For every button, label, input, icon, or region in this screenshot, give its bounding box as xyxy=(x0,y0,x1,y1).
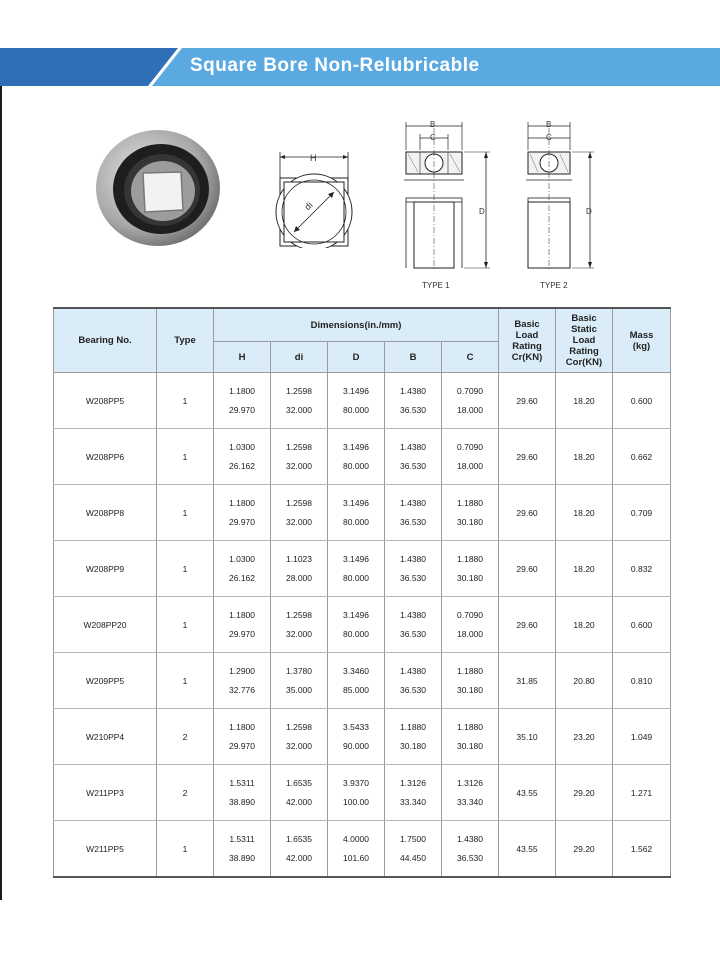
d-cell-inch: 3.1496 xyxy=(343,441,369,452)
dynamic-load-cell: 29.60 xyxy=(499,429,556,485)
dynamic-load-cell: 43.55 xyxy=(499,765,556,821)
b-cell-inch: 1.7500 xyxy=(400,833,426,844)
b-cell-mm: 36.530 xyxy=(400,460,426,471)
bearing-no-cell: W210PP4 xyxy=(54,709,157,765)
c-cell xyxy=(442,429,499,485)
c-cell-inch: 0.7090 xyxy=(457,385,483,396)
di-cell xyxy=(271,597,328,653)
h-cell-mm: 32.776 xyxy=(229,684,255,695)
c-cell-inch: 1.1880 xyxy=(457,497,483,508)
table-row xyxy=(54,597,671,653)
b-cell-inch: 1.3126 xyxy=(400,777,426,788)
d-cell xyxy=(328,709,385,765)
page-title: Square Bore Non-Relubricable xyxy=(190,55,480,76)
b-cell-mm: 36.530 xyxy=(400,572,426,583)
d-cell-inch: 3.5433 xyxy=(343,721,369,732)
static-load-cell: 18.20 xyxy=(556,597,613,653)
h-cell-mm: 38.890 xyxy=(229,796,255,807)
c-cell xyxy=(442,541,499,597)
di-cell-mm: 42.000 xyxy=(286,852,312,863)
b-cell xyxy=(385,597,442,653)
c-cell-mm: 30.180 xyxy=(457,516,483,527)
b-cell-inch: 1.1880 xyxy=(400,721,426,732)
type-cell: 1 xyxy=(157,821,214,878)
b-cell xyxy=(385,429,442,485)
type-cell: 2 xyxy=(157,765,214,821)
static-load-cell: 23.20 xyxy=(556,709,613,765)
header-b: B xyxy=(385,342,442,373)
di-label: di xyxy=(302,199,315,213)
table-row xyxy=(54,485,671,541)
c-cell-mm: 18.000 xyxy=(457,404,483,415)
h-cell xyxy=(214,541,271,597)
bearing-no-cell: W208PP9 xyxy=(54,541,157,597)
di-cell-inch: 1.2598 xyxy=(286,385,312,396)
d-label-type1: D xyxy=(479,207,485,216)
bearing-no-cell: W208PP20 xyxy=(54,597,157,653)
di-cell-mm: 32.000 xyxy=(286,404,312,415)
dynamic-load-cell: 35.10 xyxy=(499,709,556,765)
b-cell xyxy=(385,653,442,709)
b-cell-mm: 36.530 xyxy=(400,404,426,415)
di-cell-mm: 42.000 xyxy=(286,796,312,807)
static-load-cell: 18.20 xyxy=(556,373,613,429)
type1-label: TYPE 1 xyxy=(422,281,450,290)
b-cell-inch: 1.4380 xyxy=(400,665,426,676)
b-cell-mm: 44.450 xyxy=(400,852,426,863)
d-cell-mm: 80.000 xyxy=(343,516,369,527)
type-cell: 2 xyxy=(157,709,214,765)
table-row xyxy=(54,653,671,709)
c-cell xyxy=(442,821,499,878)
c-cell-inch: 1.3126 xyxy=(457,777,483,788)
h-cell xyxy=(214,429,271,485)
b-cell-inch: 1.4380 xyxy=(400,441,426,452)
header-static-load: Basic Static Load Rating Cor(KN) xyxy=(556,308,613,373)
header-c: C xyxy=(442,342,499,373)
di-cell-inch: 1.2598 xyxy=(286,609,312,620)
h-label: H xyxy=(310,153,317,163)
mass-cell: 1.562 xyxy=(613,821,671,878)
c-cell-mm: 18.000 xyxy=(457,628,483,639)
b-cell-mm: 36.530 xyxy=(400,628,426,639)
table-row xyxy=(54,821,671,878)
d-cell-mm: 100.00 xyxy=(343,796,369,807)
header-dynamic-load: Basic Load Rating Cr(KN) xyxy=(499,308,556,373)
mass-cell: 0.600 xyxy=(613,373,671,429)
di-cell-inch: 1.2598 xyxy=(286,721,312,732)
section-type1-drawing xyxy=(400,118,500,273)
b-cell xyxy=(385,541,442,597)
c-cell xyxy=(442,709,499,765)
type-cell: 1 xyxy=(157,485,214,541)
bearing-no-cell: W208PP5 xyxy=(54,373,157,429)
c-cell xyxy=(442,765,499,821)
b-cell-inch: 1.4380 xyxy=(400,609,426,620)
c-cell-mm: 18.000 xyxy=(457,460,483,471)
dynamic-load-cell: 29.60 xyxy=(499,597,556,653)
di-cell-inch: 1.6535 xyxy=(286,833,312,844)
b-cell-inch: 1.4380 xyxy=(400,553,426,564)
left-rule xyxy=(0,48,2,900)
c-cell-inch: 0.7090 xyxy=(457,441,483,452)
c-label-type1: C xyxy=(430,133,436,142)
di-cell-inch: 1.3780 xyxy=(286,665,312,676)
h-cell xyxy=(214,765,271,821)
c-cell xyxy=(442,485,499,541)
bearing-no-cell: W208PP6 xyxy=(54,429,157,485)
header-h: H xyxy=(214,342,271,373)
di-cell-inch: 1.1023 xyxy=(286,553,312,564)
di-cell xyxy=(271,709,328,765)
static-load-cell: 20.80 xyxy=(556,653,613,709)
b-cell-mm: 36.530 xyxy=(400,684,426,695)
front-view-drawing xyxy=(268,148,360,248)
type-cell: 1 xyxy=(157,541,214,597)
b-cell-mm: 30.180 xyxy=(400,740,426,751)
d-cell xyxy=(328,653,385,709)
di-cell-mm: 32.000 xyxy=(286,628,312,639)
d-cell-mm: 80.000 xyxy=(343,404,369,415)
h-cell xyxy=(214,373,271,429)
di-cell xyxy=(271,765,328,821)
h-cell-mm: 26.162 xyxy=(229,572,255,583)
h-cell-mm: 29.970 xyxy=(229,740,255,751)
c-cell-mm: 30.180 xyxy=(457,740,483,751)
b-cell xyxy=(385,373,442,429)
d-cell-mm: 90.000 xyxy=(343,740,369,751)
d-cell-mm: 85.000 xyxy=(343,684,369,695)
static-load-cell: 29.20 xyxy=(556,765,613,821)
c-cell-mm: 30.180 xyxy=(457,684,483,695)
h-cell-mm: 29.970 xyxy=(229,516,255,527)
type-cell: 1 xyxy=(157,653,214,709)
c-cell-inch: 1.1880 xyxy=(457,553,483,564)
c-cell-mm: 30.180 xyxy=(457,572,483,583)
header-bearing-no: Bearing No. xyxy=(54,308,157,373)
type-cell: 1 xyxy=(157,429,214,485)
mass-cell: 1.049 xyxy=(613,709,671,765)
h-cell-inch: 1.1800 xyxy=(229,385,255,396)
b-label-type2: B xyxy=(546,120,552,129)
di-cell xyxy=(271,821,328,878)
dynamic-load-cell: 43.55 xyxy=(499,821,556,878)
h-cell xyxy=(214,485,271,541)
d-cell-mm: 101.60 xyxy=(343,852,369,863)
di-cell-mm: 35.000 xyxy=(286,684,312,695)
dynamic-load-cell: 31.85 xyxy=(499,653,556,709)
h-cell-inch: 1.1800 xyxy=(229,721,255,732)
table-row xyxy=(54,373,671,429)
header-di: di xyxy=(271,342,328,373)
di-cell xyxy=(271,485,328,541)
d-cell-inch: 3.1496 xyxy=(343,497,369,508)
bearing-spec-table xyxy=(53,307,671,878)
h-cell xyxy=(214,821,271,878)
mass-cell: 0.709 xyxy=(613,485,671,541)
c-label-type2: C xyxy=(546,133,552,142)
d-cell xyxy=(328,485,385,541)
mass-cell: 1.271 xyxy=(613,765,671,821)
d-cell-inch: 3.1496 xyxy=(343,553,369,564)
d-cell xyxy=(328,821,385,878)
di-cell xyxy=(271,541,328,597)
h-cell xyxy=(214,597,271,653)
h-cell-mm: 29.970 xyxy=(229,628,255,639)
b-label-type1: B xyxy=(430,120,436,129)
header-dimensions: Dimensions(in./mm) xyxy=(214,308,499,342)
bearing-no-cell: W211PP5 xyxy=(54,821,157,878)
table-row xyxy=(54,429,671,485)
di-cell-mm: 28.000 xyxy=(286,572,312,583)
static-load-cell: 18.20 xyxy=(556,541,613,597)
bearing-no-cell: W209PP5 xyxy=(54,653,157,709)
b-cell xyxy=(385,709,442,765)
c-cell-inch: 1.1880 xyxy=(457,721,483,732)
section-type2-drawing xyxy=(522,118,612,273)
b-cell-mm: 33.340 xyxy=(400,796,426,807)
b-cell-inch: 1.4380 xyxy=(400,385,426,396)
d-cell xyxy=(328,429,385,485)
d-cell xyxy=(328,597,385,653)
table-row xyxy=(54,765,671,821)
dynamic-load-cell: 29.60 xyxy=(499,541,556,597)
di-cell xyxy=(271,429,328,485)
c-cell xyxy=(442,373,499,429)
di-cell-mm: 32.000 xyxy=(286,460,312,471)
mass-cell: 0.832 xyxy=(613,541,671,597)
h-cell-inch: 1.0300 xyxy=(229,441,255,452)
d-cell xyxy=(328,541,385,597)
c-cell-inch: 1.4380 xyxy=(457,833,483,844)
d-label-type2: D xyxy=(586,207,592,216)
table-row xyxy=(54,709,671,765)
di-cell-mm: 32.000 xyxy=(286,516,312,527)
d-cell-mm: 80.000 xyxy=(343,460,369,471)
b-cell-inch: 1.4380 xyxy=(400,497,426,508)
h-cell-mm: 26.162 xyxy=(229,460,255,471)
bearing-photo xyxy=(95,128,225,248)
h-cell-inch: 1.0300 xyxy=(229,553,255,564)
d-cell-inch: 4.0000 xyxy=(343,833,369,844)
d-cell-inch: 3.1496 xyxy=(343,609,369,620)
dynamic-load-cell: 29.60 xyxy=(499,485,556,541)
b-cell xyxy=(385,765,442,821)
type-cell: 1 xyxy=(157,597,214,653)
header-mass: Mass (kg) xyxy=(613,308,671,373)
di-cell-inch: 1.2598 xyxy=(286,441,312,452)
c-cell-inch: 0.7090 xyxy=(457,609,483,620)
di-cell-inch: 1.2598 xyxy=(286,497,312,508)
h-cell-mm: 38.890 xyxy=(229,852,255,863)
d-cell-inch: 3.1496 xyxy=(343,385,369,396)
type-cell: 1 xyxy=(157,373,214,429)
mass-cell: 0.600 xyxy=(613,597,671,653)
h-cell-mm: 29.970 xyxy=(229,404,255,415)
b-cell-mm: 36.530 xyxy=(400,516,426,527)
d-cell-mm: 80.000 xyxy=(343,572,369,583)
table-row xyxy=(54,541,671,597)
mass-cell: 0.810 xyxy=(613,653,671,709)
d-cell xyxy=(328,765,385,821)
static-load-cell: 18.20 xyxy=(556,429,613,485)
header-d: D xyxy=(328,342,385,373)
h-cell-inch: 1.5311 xyxy=(229,777,255,788)
h-cell-inch: 1.1800 xyxy=(229,609,255,620)
h-cell xyxy=(214,709,271,765)
di-cell-mm: 32.000 xyxy=(286,740,312,751)
di-cell-inch: 1.6535 xyxy=(286,777,312,788)
di-cell xyxy=(271,653,328,709)
h-cell-inch: 1.5311 xyxy=(229,833,255,844)
static-load-cell: 29.20 xyxy=(556,821,613,878)
c-cell xyxy=(442,597,499,653)
bearing-no-cell: W211PP3 xyxy=(54,765,157,821)
c-cell-inch: 1.1880 xyxy=(457,665,483,676)
dynamic-load-cell: 29.60 xyxy=(499,373,556,429)
b-cell xyxy=(385,821,442,878)
mass-cell: 0.662 xyxy=(613,429,671,485)
h-cell-inch: 1.1800 xyxy=(229,497,255,508)
d-cell-inch: 3.9370 xyxy=(343,777,369,788)
h-cell xyxy=(214,653,271,709)
static-load-cell: 18.20 xyxy=(556,485,613,541)
c-cell xyxy=(442,653,499,709)
d-cell-mm: 80.000 xyxy=(343,628,369,639)
b-cell xyxy=(385,485,442,541)
d-cell xyxy=(328,373,385,429)
header-type: Type xyxy=(157,308,214,373)
type2-label: TYPE 2 xyxy=(540,281,568,290)
d-cell-inch: 3.3460 xyxy=(343,665,369,676)
di-cell xyxy=(271,373,328,429)
bearing-no-cell: W208PP8 xyxy=(54,485,157,541)
c-cell-mm: 36.530 xyxy=(457,852,483,863)
h-cell-inch: 1.2900 xyxy=(229,665,255,676)
c-cell-mm: 33.340 xyxy=(457,796,483,807)
